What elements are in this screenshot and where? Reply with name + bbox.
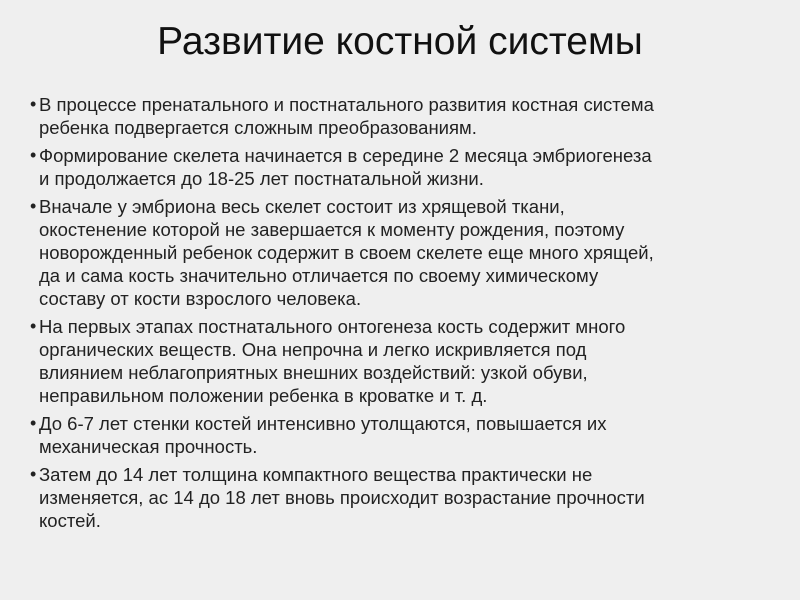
bullet-item (30, 93, 785, 139)
bullet-icon: • (30, 316, 37, 336)
bullet-item (30, 144, 785, 190)
bullet-text: Затем до 14 лет толщина компактного вещества практически не изменяется, ас 14 до 18 лет вновь происходит возрастание прочности костей. (39, 464, 645, 531)
bullet-text: До 6-7 лет стенки костей интенсивно утолщаются, повышается их механическая прочность. (39, 413, 607, 457)
bullet-icon: • (30, 94, 37, 114)
bullet-icon: • (30, 413, 37, 433)
bullet-text: Формирование скелета начинается в середине 2 месяца эмбриогенеза и продолжается до 18-25 лет постнатальной жизни. (39, 145, 652, 189)
bullet-icon: • (30, 145, 37, 165)
bullet-text: Вначале у эмбриона весь скелет состоит из хрящевой ткани, окостенение которой не завершается к моменту рождения, поэтому новорожденный ребенок содержит в своем скелете еще много хрящей, да и сама кость значительно отличается по своему химическому составу от кости взрослого человека. (39, 196, 654, 309)
bullet-text: В процессе пренатального и постнатального развития костная система ребенка подвергается сложным преобразованиям. (39, 94, 654, 138)
bullet-item (30, 412, 785, 458)
bullet-icon: • (30, 464, 37, 484)
bullet-list (30, 93, 785, 537)
bullet-icon: • (30, 196, 37, 216)
bullet-item (30, 195, 785, 310)
bullet-text: На первых этапах постнатального онтогенеза кость содержит много органических веществ. Она непрочна и легко искривляется под влиянием неблагоприятных внешних воздействий: узкой обуви, неправильном положении ребенка в кроватке и т. д. (39, 316, 626, 406)
bullet-item (30, 463, 785, 532)
bullet-item (30, 315, 785, 407)
slide-title: Развитие костной системы (157, 20, 643, 63)
